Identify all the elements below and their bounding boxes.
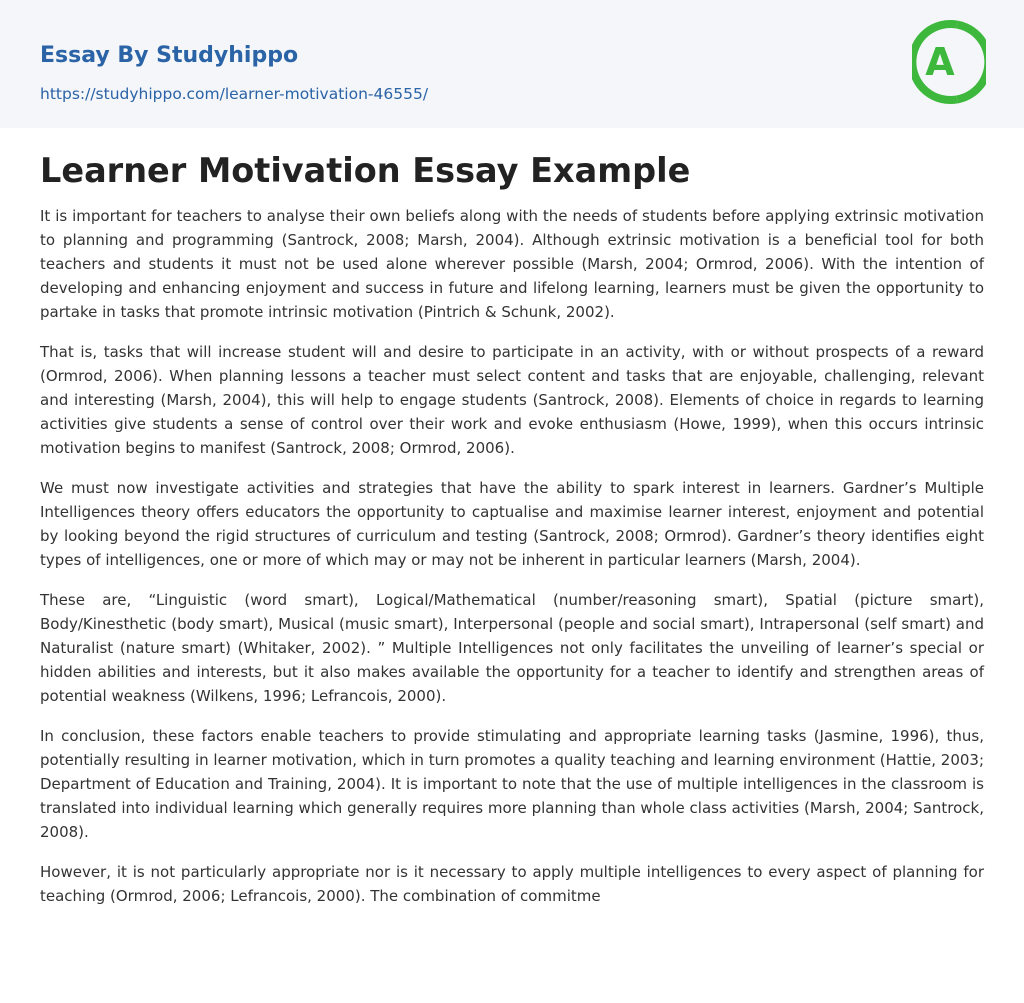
paragraph-1: It is important for teachers to analyse their own beliefs along with the needs of students before applying extrinsic motivation to planning and programming (Santrock, 2008; Marsh, 2004). Although extrinsic motivation is a beneficial tool for both teachers and students it must not be used alone wherever possible (Marsh, 2004; Ormrod, 2006). With the intention of developing and enhancing enjoyment and success in future and lifelong learning, learners must be given the opportunity to partake in tasks that promote intrinsic motivation (Pintrich & Schunk, 2002). — [40, 207, 984, 321]
paragraph-2: That is, tasks that will increase student will and desire to participate in an activity, with or without prospects of a reward (Ormrod, 2006). When planning lessons a teacher must select content and tasks that are enjoyable, challenging, relevant and interesting (Marsh, 2004), this will help to engage students (Santrock, 2008). Elements of choice in regards to learning activities give students a sense of control over their work and evoke enthusiasm (Howe, 1999), when this occurs intrinsic motivation begins to manifest (Santrock, 2008; Ormrod, 2006). — [40, 343, 984, 457]
logo-ring-right — [957, 25, 986, 100]
paragraph-4: These are, “Linguistic (word smart), Logical/Mathematical (number/reasoning smart), Spatial (picture smart), Body/Kinesthetic (body smart), Musical (music smart), Interpersonal (people and social smart), Intrapersonal (self smart) and Naturalist (nature smart) (Whitaker, 2002). ” Multiple Intelligences not only facilitates the unveiling of learner’s special or hidden abilities and interests, but it also makes available the opportunity for a teacher to identify and strengthen areas of potential weakness (Wilkens, 1996; Lefrancois, 2000). — [40, 591, 984, 705]
site-header — [0, 0, 1024, 128]
logo-letter: A — [925, 40, 955, 84]
paragraph-3: We must now investigate activities and strategies that have the ability to spark interest in learners. Gardner’s Multiple Intelligences theory offers educators the opportunity to captualise and maximise learner interest, enjoyment and potential by looking beyond the rigid structures of curriculum and testing (Santrock, 2008; Ormrod). Gardner’s theory identifies eight types of intelligences, one or more of which may or may not be inherent in particular learners (Marsh, 2004). — [40, 479, 984, 569]
paragraph-6: However, it is not particularly appropriate nor is it necessary to apply multiple intelligences to every aspect of planning for teaching (Ormrod, 2006; Lefrancois, 2000). The combination of commitme — [40, 863, 984, 905]
page-title: Learner Motivation Essay Example — [40, 151, 691, 190]
studyhippo-logo-icon[interactable] — [912, 19, 986, 105]
page-url-link[interactable]: https://studyhippo.com/learner-motivation-46555/ — [40, 85, 429, 103]
article-body — [0, 128, 1024, 908]
brand-title-link[interactable]: Essay By Studyhippo — [40, 43, 299, 68]
paragraph-5: In conclusion, these factors enable teachers to provide stimulating and appropriate learning tasks (Jasmine, 1996), thus, potentially resulting in learner motivation, which in turn promotes a quality teaching and learning environment (Hattie, 2003; Department of Education and Training, 2004). It is important to note that the use of multiple intelligences in the classroom is translated into individual learning which generally requires more planning than whole class activities (Marsh, 2004; Santrock, 2008). — [40, 727, 984, 841]
